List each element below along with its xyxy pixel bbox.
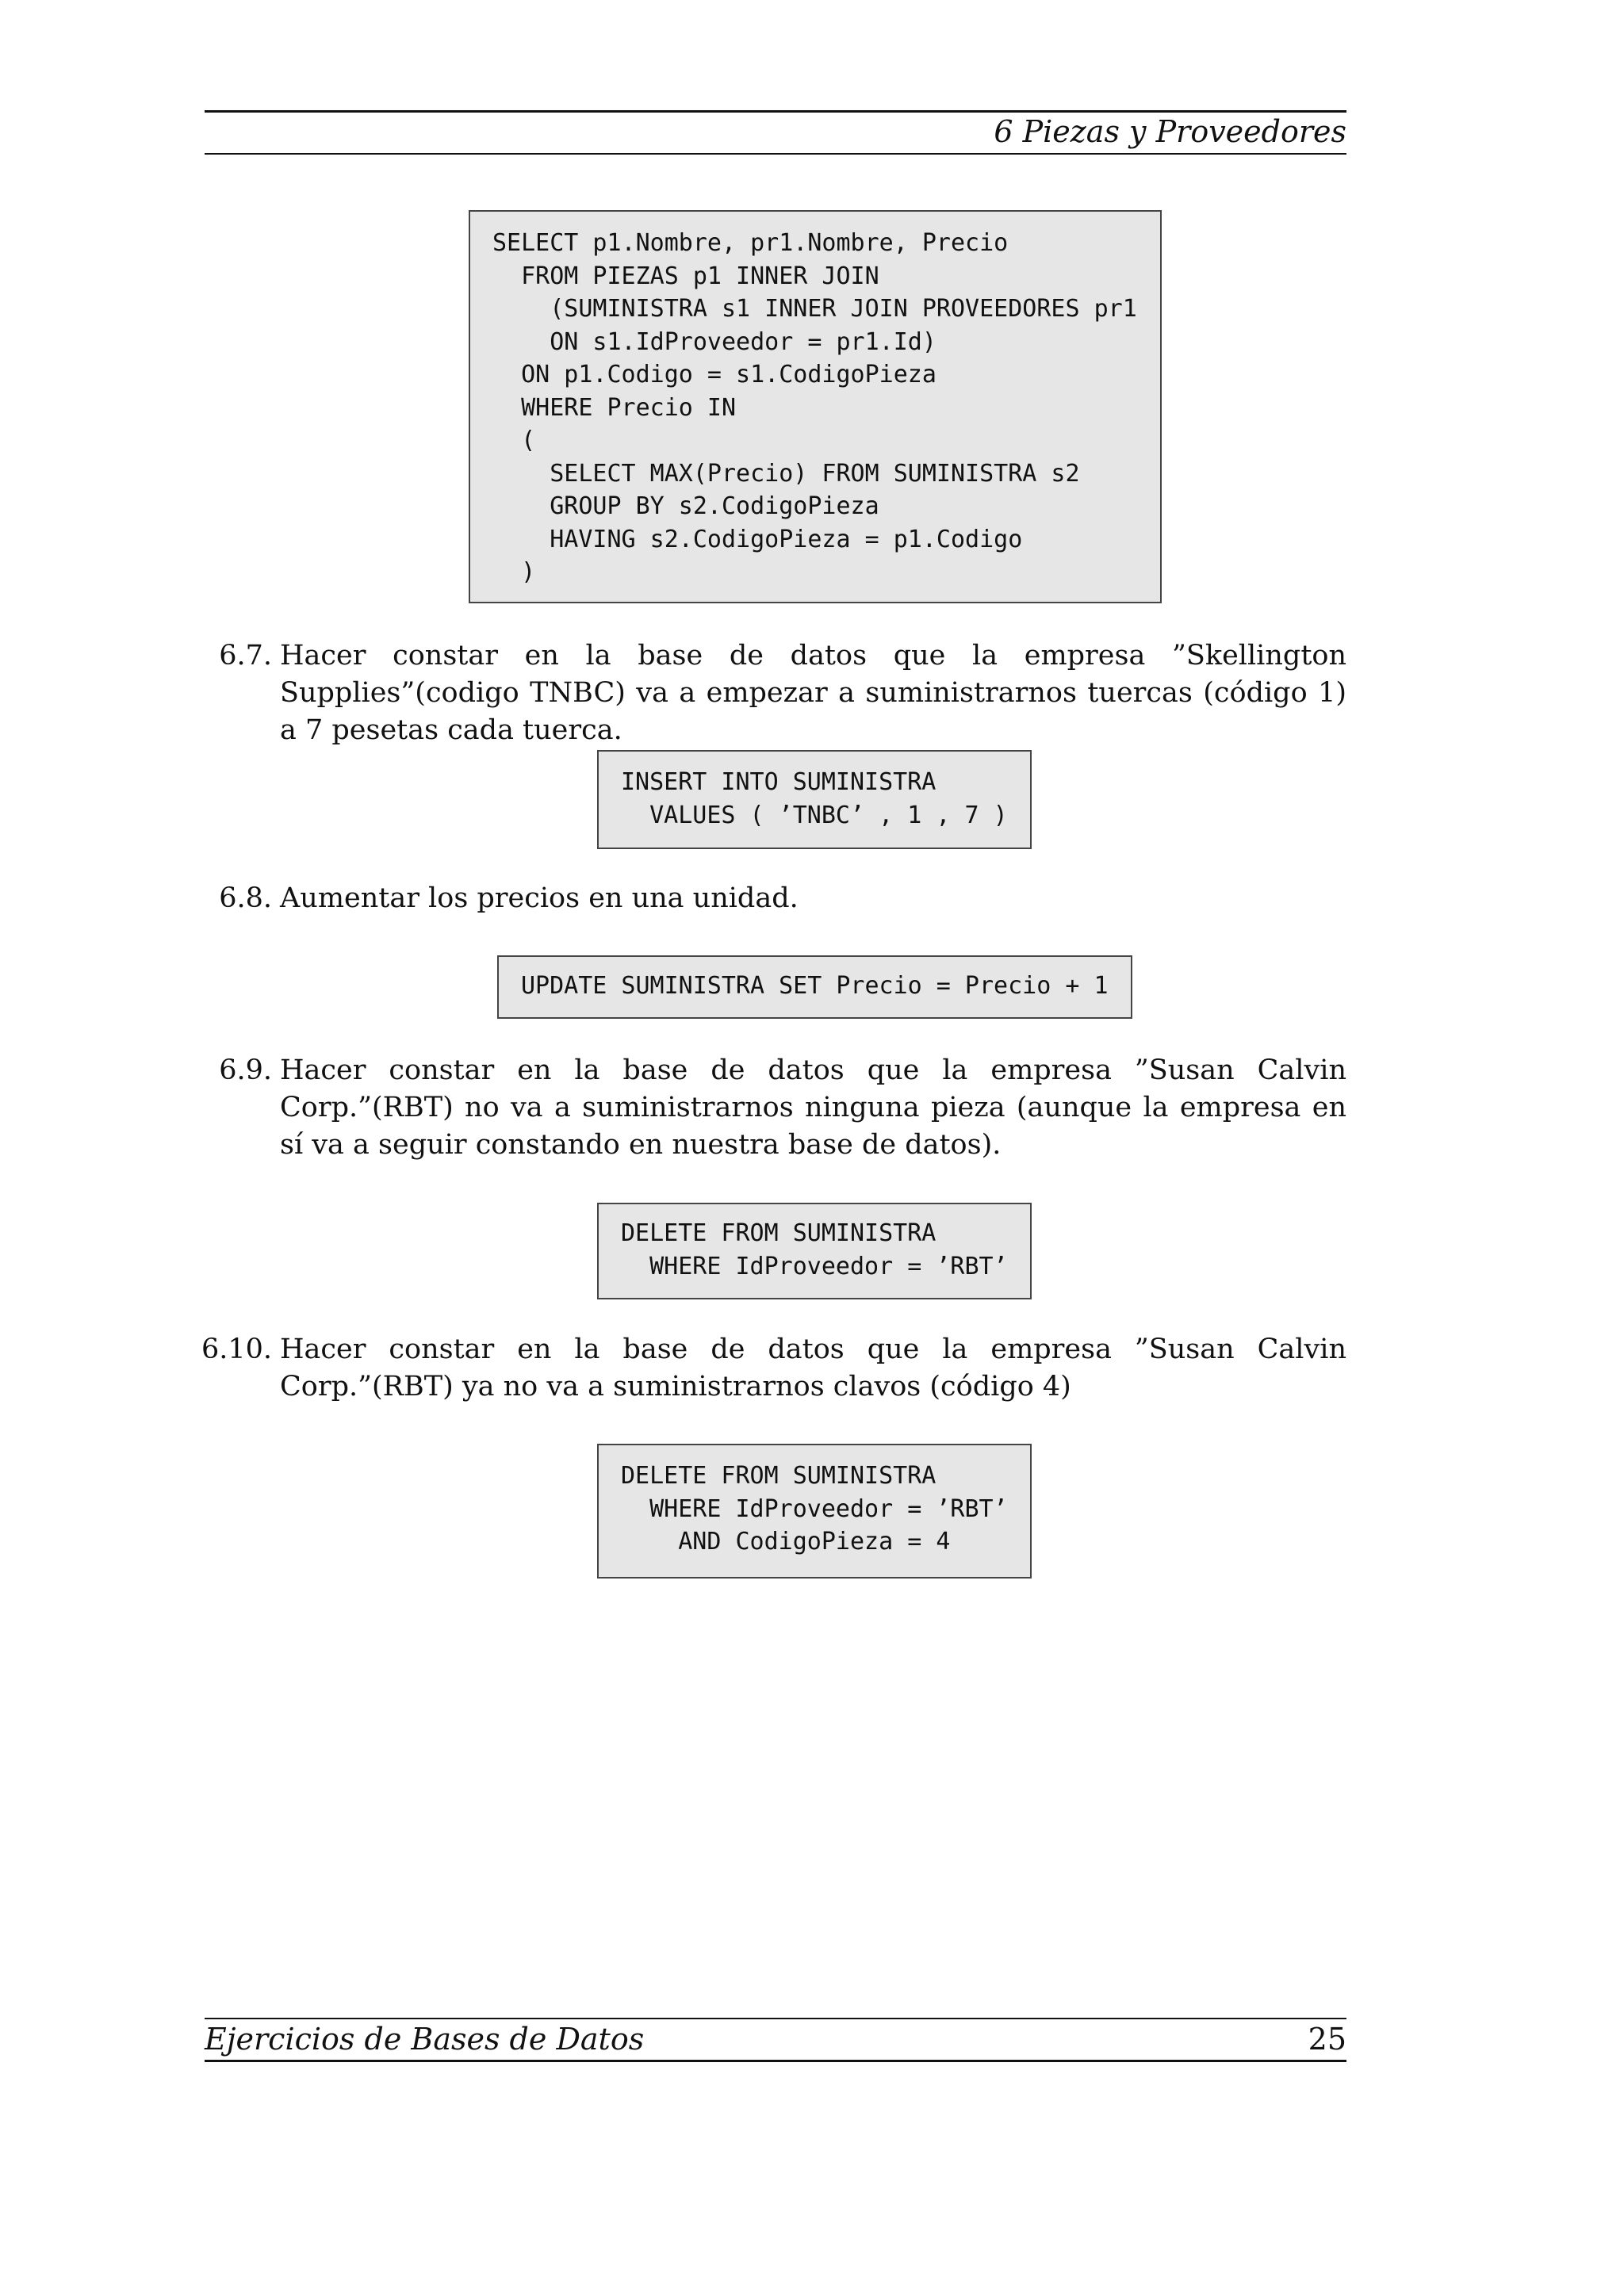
exercise-text: Aumentar los precios en una unidad.: [280, 882, 799, 914]
footer-rule-bottom: [205, 2060, 1346, 2062]
exercise-text: Hacer constar en la base de datos que la empresa ”Susan Calvin Corp.”(RBT) ya no va a suministrarnos clavos (código 4): [280, 1334, 1346, 1402]
code-line: WHERE IdProveedor = ’RBT’: [621, 1252, 1008, 1280]
code-line: VALUES ( ’TNBC’ , 1 , 7 ): [621, 801, 1008, 829]
exercise-6-7: [205, 637, 1346, 749]
code-line: WHERE IdProveedor = ’RBT’: [621, 1494, 1008, 1523]
exercise-number: 6.7.: [219, 640, 272, 672]
code-block-max-price-query: [469, 210, 1162, 603]
code-lines: [621, 766, 1030, 832]
code-line: INSERT INTO SUMINISTRA: [621, 768, 936, 796]
code-line: ): [492, 558, 536, 586]
header-rule-bottom: [205, 153, 1346, 155]
code-block-delete-supplier: [597, 1203, 1032, 1299]
code-line: HAVING s2.CodigoPieza = p1.Codigo: [492, 525, 1023, 553]
code-line: DELETE FROM SUMINISTRA: [621, 1462, 936, 1490]
code-block-update: [497, 955, 1132, 1019]
code-line: AND CodigoPieza = 4: [621, 1528, 951, 1556]
code-lines: [521, 970, 1131, 1003]
exercise-6-10: [201, 1331, 1346, 1406]
exercise-6-8: [205, 880, 1346, 917]
code-block-delete-supplier-piece: [597, 1444, 1032, 1578]
code-line: FROM PIEZAS p1 INNER JOIN: [492, 262, 879, 290]
code-line: UPDATE SUMINISTRA SET Precio = Precio + 1: [521, 972, 1109, 1000]
code-lines: [621, 1460, 1030, 1559]
code-line: ON p1.Codigo = s1.CodigoPieza: [492, 361, 936, 388]
code-line: (SUMINISTRA s1 INNER JOIN PROVEEDORES pr1: [492, 295, 1137, 323]
running-footer-title: Ejercicios de Bases de Datos: [205, 2022, 645, 2057]
code-line: SELECT p1.Nombre, pr1.Nombre, Precio: [492, 229, 1009, 257]
footer-rule-top: [205, 2018, 1346, 2019]
code-line: (: [492, 427, 536, 454]
exercise-text: Hacer constar en la base de datos que la empresa ”Susan Calvin Corp.”(RBT) no va a suministrarnos ninguna pieza (aunque la empresa en sí va a seguir constando en nuestra base de datos).: [280, 1054, 1346, 1161]
code-lines: [621, 1217, 1030, 1283]
code-line: GROUP BY s2.CodigoPieza: [492, 492, 879, 520]
exercise-6-9: [205, 1052, 1346, 1164]
exercise-number: 6.9.: [219, 1054, 272, 1086]
header-rule-top: [205, 110, 1346, 113]
code-block-insert: [597, 750, 1032, 849]
page-number: 25: [1308, 2022, 1346, 2057]
code-line: SELECT MAX(Precio) FROM SUMINISTRA s2: [492, 459, 1080, 488]
exercise-text: Hacer constar en la base de datos que la empresa ”Skellington Supplies”(codigo TNBC) va a empezar a suministrarnos tuercas (código 1) a 7 pesetas cada tuerca.: [280, 640, 1346, 746]
running-header: 6 Piezas y Proveedores: [994, 114, 1346, 149]
code-line: WHERE Precio IN: [492, 393, 737, 422]
exercise-number: 6.10.: [201, 1334, 272, 1365]
code-lines: [492, 227, 1160, 589]
exercise-number: 6.8.: [219, 882, 272, 914]
code-line: ON s1.IdProveedor = pr1.Id): [492, 327, 936, 356]
code-line: DELETE FROM SUMINISTRA: [621, 1219, 936, 1247]
